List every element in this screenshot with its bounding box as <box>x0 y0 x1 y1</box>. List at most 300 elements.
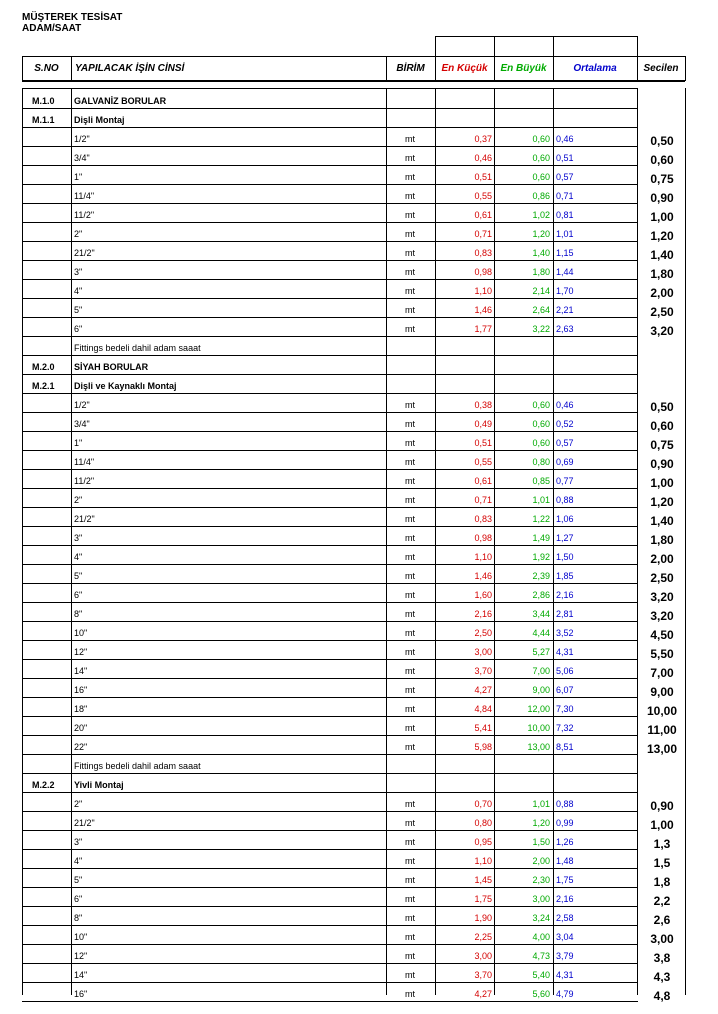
item-name: Dişli Montaj <box>74 115 125 125</box>
item-name: 4" <box>74 286 83 296</box>
min-value: 0,83 <box>474 248 492 258</box>
min-value: 0,80 <box>474 818 492 828</box>
selected-value: 1,00 <box>650 476 674 490</box>
table-row <box>22 678 638 698</box>
item-name: 16" <box>74 685 88 695</box>
min-value: 0,37 <box>474 134 492 144</box>
unit-cell: mt <box>405 913 415 923</box>
table-row <box>22 127 638 147</box>
unit-cell: mt <box>405 628 415 638</box>
selected-value: 3,8 <box>653 951 671 965</box>
max-value: 3,00 <box>532 894 550 904</box>
selected-value: 0,90 <box>650 191 674 205</box>
max-value: 0,85 <box>532 476 550 486</box>
table-row <box>22 944 638 964</box>
selected-value: 1,8 <box>653 875 671 889</box>
section-row <box>22 89 638 109</box>
selected-value: 4,8 <box>653 989 671 1003</box>
item-name: 3" <box>74 533 83 543</box>
table-row <box>22 393 638 413</box>
max-value: 5,40 <box>532 970 550 980</box>
max-value: 0,60 <box>532 153 550 163</box>
section-number: M.2.2 <box>32 780 55 790</box>
note-row <box>22 336 638 356</box>
avg-value: 0,71 <box>556 191 574 201</box>
item-name: 2" <box>74 229 83 239</box>
table-row <box>22 279 638 299</box>
avg-value: 4,31 <box>556 970 574 980</box>
min-value: 5,41 <box>474 723 492 733</box>
unit-cell: mt <box>405 856 415 866</box>
unit-cell: mt <box>405 609 415 619</box>
unit-cell: mt <box>405 647 415 657</box>
unit-cell: mt <box>405 666 415 676</box>
min-value: 0,51 <box>474 172 492 182</box>
col-header-name: YAPILACAK İŞİN CİNSİ <box>75 63 185 74</box>
max-value: 2,86 <box>532 590 550 600</box>
avg-value: 1,01 <box>556 229 574 239</box>
item-name: 21/2" <box>74 248 95 258</box>
selected-value: 3,00 <box>650 932 674 946</box>
max-value: 1,01 <box>532 799 550 809</box>
max-value: 1,20 <box>532 229 550 239</box>
min-value: 0,98 <box>474 533 492 543</box>
selected-value: 13,00 <box>646 742 678 756</box>
selected-value: 1,3 <box>653 837 671 851</box>
section-row <box>22 374 638 394</box>
avg-value: 1,50 <box>556 552 574 562</box>
max-value: 0,80 <box>532 457 550 467</box>
item-name: 3/4" <box>74 153 90 163</box>
min-value: 3,70 <box>474 666 492 676</box>
unit-cell: mt <box>405 191 415 201</box>
unit-cell: mt <box>405 742 415 752</box>
max-value: 0,60 <box>532 419 550 429</box>
table-row <box>22 583 638 603</box>
header-divider <box>71 56 72 81</box>
table-row <box>22 450 638 470</box>
selected-value: 9,00 <box>650 685 674 699</box>
table-row <box>22 963 638 983</box>
table-row <box>22 469 638 489</box>
min-value: 5,98 <box>474 742 492 752</box>
avg-value: 0,81 <box>556 210 574 220</box>
col-header-min: En Küçük <box>441 63 488 74</box>
max-value: 2,64 <box>532 305 550 315</box>
min-value: 0,71 <box>474 495 492 505</box>
document-subtitle: ADAM/SAAT <box>22 23 82 34</box>
item-name: 10" <box>74 628 88 638</box>
item-name: 1/2" <box>74 134 90 144</box>
unit-cell: mt <box>405 799 415 809</box>
min-value: 1,75 <box>474 894 492 904</box>
min-value: 1,10 <box>474 856 492 866</box>
col-header-unit: BİRİM <box>396 63 425 74</box>
avg-value: 1,15 <box>556 248 574 258</box>
avg-value: 3,52 <box>556 628 574 638</box>
max-value: 4,00 <box>532 932 550 942</box>
col-header-max: En Büyük <box>500 63 547 74</box>
unit-cell: mt <box>405 818 415 828</box>
header-top-line <box>435 36 637 37</box>
unit-cell: mt <box>405 476 415 486</box>
selected-value: 1,5 <box>653 856 671 870</box>
unit-cell: mt <box>405 267 415 277</box>
avg-value: 0,69 <box>556 457 574 467</box>
max-value: 1,20 <box>532 818 550 828</box>
selected-value: 3,20 <box>650 609 674 623</box>
section-row <box>22 773 638 793</box>
section-row <box>22 355 638 375</box>
min-value: 0,61 <box>474 476 492 486</box>
selected-value: 2,50 <box>650 305 674 319</box>
selected-value: 1,80 <box>650 533 674 547</box>
unit-cell: mt <box>405 970 415 980</box>
item-name: 12" <box>74 647 88 657</box>
unit-cell: mt <box>405 894 415 904</box>
max-value: 13,00 <box>527 742 550 752</box>
min-value: 0,98 <box>474 267 492 277</box>
table-row <box>22 184 638 204</box>
selected-value: 2,50 <box>650 571 674 585</box>
unit-cell: mt <box>405 210 415 220</box>
max-value: 1,02 <box>532 210 550 220</box>
item-name: Dişli ve Kaynaklı Montaj <box>74 381 177 391</box>
unit-cell: mt <box>405 400 415 410</box>
table-row <box>22 811 638 831</box>
avg-value: 0,57 <box>556 438 574 448</box>
item-name: 2" <box>74 495 83 505</box>
min-value: 3,00 <box>474 647 492 657</box>
avg-value: 2,16 <box>556 894 574 904</box>
selected-value: 0,75 <box>650 172 674 186</box>
table-row <box>22 241 638 261</box>
table-row <box>22 222 638 242</box>
selected-value: 5,50 <box>650 647 674 661</box>
max-value: 4,73 <box>532 951 550 961</box>
avg-value: 0,88 <box>556 799 574 809</box>
item-name: 3/4" <box>74 419 90 429</box>
min-value: 4,27 <box>474 989 492 999</box>
min-value: 0,83 <box>474 514 492 524</box>
table-row <box>22 906 638 926</box>
table-row <box>22 659 638 679</box>
max-value: 1,49 <box>532 533 550 543</box>
selected-value: 10,00 <box>646 704 678 718</box>
selected-value: 1,40 <box>650 514 674 528</box>
avg-value: 1,06 <box>556 514 574 524</box>
max-value: 2,30 <box>532 875 550 885</box>
selected-value: 4,3 <box>653 970 671 984</box>
unit-cell: mt <box>405 305 415 315</box>
selected-value: 2,2 <box>653 894 671 908</box>
selected-value: 2,00 <box>650 286 674 300</box>
table-row <box>22 887 638 907</box>
selected-value: 0,60 <box>650 153 674 167</box>
min-value: 0,46 <box>474 153 492 163</box>
unit-cell: mt <box>405 229 415 239</box>
item-name: 4" <box>74 552 83 562</box>
selected-value: 1,40 <box>650 248 674 262</box>
unit-cell: mt <box>405 514 415 524</box>
item-name: 11/2" <box>74 476 95 486</box>
unit-cell: mt <box>405 533 415 543</box>
item-name: 11/2" <box>74 210 95 220</box>
max-value: 1,40 <box>532 248 550 258</box>
unit-cell: mt <box>405 685 415 695</box>
selected-value: 0,75 <box>650 438 674 452</box>
avg-value: 3,79 <box>556 951 574 961</box>
max-value: 1,80 <box>532 267 550 277</box>
table-row <box>22 868 638 888</box>
avg-value: 2,63 <box>556 324 574 334</box>
avg-value: 7,32 <box>556 723 574 733</box>
table-row <box>22 507 638 527</box>
unit-cell: mt <box>405 324 415 334</box>
item-name: 11/4" <box>74 457 95 467</box>
item-name: 1/2" <box>74 400 90 410</box>
min-value: 1,60 <box>474 590 492 600</box>
header-line <box>22 56 685 57</box>
table-row <box>22 925 638 945</box>
header-divider <box>685 56 686 81</box>
avg-value: 1,75 <box>556 875 574 885</box>
avg-value: 4,79 <box>556 989 574 999</box>
table-row <box>22 526 638 546</box>
item-name: 16" <box>74 989 88 999</box>
selected-value: 0,90 <box>650 457 674 471</box>
avg-value: 2,58 <box>556 913 574 923</box>
item-name: Fittings bedeli dahil adam saaat <box>74 343 201 353</box>
unit-cell: mt <box>405 153 415 163</box>
unit-cell: mt <box>405 837 415 847</box>
item-name: 4" <box>74 856 83 866</box>
table-row <box>22 716 638 736</box>
selected-value: 1,80 <box>650 267 674 281</box>
selected-value: 4,50 <box>650 628 674 642</box>
max-value: 1,50 <box>532 837 550 847</box>
avg-value: 0,46 <box>556 400 574 410</box>
avg-value: 1,85 <box>556 571 574 581</box>
col-header-selected: Secilen <box>643 63 679 74</box>
table-row <box>22 564 638 584</box>
table-row <box>22 735 638 755</box>
col-header-sno: S.NO <box>34 63 59 74</box>
selected-value: 1,20 <box>650 229 674 243</box>
avg-value: 1,26 <box>556 837 574 847</box>
selected-value: 3,20 <box>650 324 674 338</box>
avg-value: 0,99 <box>556 818 574 828</box>
unit-cell: mt <box>405 590 415 600</box>
selected-value: 2,00 <box>650 552 674 566</box>
avg-value: 3,04 <box>556 932 574 942</box>
max-value: 9,00 <box>532 685 550 695</box>
avg-value: 0,46 <box>556 134 574 144</box>
table-row <box>22 165 638 185</box>
max-value: 3,22 <box>532 324 550 334</box>
table-row <box>22 488 638 508</box>
table-row <box>22 697 638 717</box>
header-bottom-line <box>22 80 685 82</box>
selected-value: 0,50 <box>650 134 674 148</box>
avg-value: 4,31 <box>556 647 574 657</box>
avg-value: 7,30 <box>556 704 574 714</box>
max-value: 4,44 <box>532 628 550 638</box>
item-name: 14" <box>74 970 88 980</box>
min-value: 1,77 <box>474 324 492 334</box>
min-value: 0,51 <box>474 438 492 448</box>
table-row <box>22 203 638 223</box>
max-value: 3,24 <box>532 913 550 923</box>
unit-cell: mt <box>405 286 415 296</box>
item-name: 5" <box>74 305 83 315</box>
section-number: M.2.0 <box>32 362 55 372</box>
unit-cell: mt <box>405 552 415 562</box>
min-value: 4,84 <box>474 704 492 714</box>
min-value: 2,25 <box>474 932 492 942</box>
item-name: 5" <box>74 875 83 885</box>
selected-value: 1,20 <box>650 495 674 509</box>
unit-cell: mt <box>405 172 415 182</box>
table-row <box>22 146 638 166</box>
table-row <box>22 317 638 337</box>
table-row <box>22 602 638 622</box>
min-value: 1,10 <box>474 552 492 562</box>
avg-value: 0,77 <box>556 476 574 486</box>
min-value: 3,00 <box>474 951 492 961</box>
item-name: Yivli Montaj <box>74 780 124 790</box>
min-value: 2,16 <box>474 609 492 619</box>
avg-value: 2,16 <box>556 590 574 600</box>
document-title: MÜŞTEREK TESİSAT <box>22 12 123 23</box>
table-row <box>22 621 638 641</box>
avg-value: 0,57 <box>556 172 574 182</box>
min-value: 0,55 <box>474 457 492 467</box>
min-value: 1,10 <box>474 286 492 296</box>
avg-value: 2,21 <box>556 305 574 315</box>
selected-value: 2,6 <box>653 913 671 927</box>
item-name: 8" <box>74 913 83 923</box>
item-name: 21/2" <box>74 818 95 828</box>
max-value: 0,86 <box>532 191 550 201</box>
max-value: 1,22 <box>532 514 550 524</box>
item-name: 20" <box>74 723 88 733</box>
item-name: SİYAH BORULAR <box>74 362 149 372</box>
max-value: 2,00 <box>532 856 550 866</box>
min-value: 4,27 <box>474 685 492 695</box>
unit-cell: mt <box>405 495 415 505</box>
section-number: M.1.0 <box>32 96 55 106</box>
selected-value: 1,00 <box>650 210 674 224</box>
max-value: 0,60 <box>532 438 550 448</box>
avg-value: 1,48 <box>556 856 574 866</box>
section-row <box>22 108 638 128</box>
table-row <box>22 982 638 1002</box>
unit-cell: mt <box>405 571 415 581</box>
max-value: 7,00 <box>532 666 550 676</box>
avg-value: 8,51 <box>556 742 574 752</box>
min-value: 1,45 <box>474 875 492 885</box>
item-name: 6" <box>74 324 83 334</box>
avg-value: 1,70 <box>556 286 574 296</box>
table-row <box>22 849 638 869</box>
unit-cell: mt <box>405 723 415 733</box>
item-name: 5" <box>74 571 83 581</box>
max-value: 3,44 <box>532 609 550 619</box>
note-row <box>22 754 638 774</box>
item-name: 18" <box>74 704 88 714</box>
max-value: 5,60 <box>532 989 550 999</box>
selected-value: 7,00 <box>650 666 674 680</box>
selected-value: 0,50 <box>650 400 674 414</box>
unit-cell: mt <box>405 875 415 885</box>
min-value: 0,95 <box>474 837 492 847</box>
min-value: 0,71 <box>474 229 492 239</box>
avg-value: 0,88 <box>556 495 574 505</box>
max-value: 2,39 <box>532 571 550 581</box>
unit-cell: mt <box>405 951 415 961</box>
item-name: 6" <box>74 590 83 600</box>
selected-value: 0,60 <box>650 419 674 433</box>
section-number: M.1.1 <box>32 115 55 125</box>
unit-cell: mt <box>405 438 415 448</box>
min-value: 1,46 <box>474 571 492 581</box>
col-header-avg: Ortalama <box>573 63 617 74</box>
table-row <box>22 792 638 812</box>
min-value: 1,46 <box>474 305 492 315</box>
min-value: 0,38 <box>474 400 492 410</box>
item-name: GALVANİZ BORULAR <box>74 96 167 106</box>
max-value: 2,14 <box>532 286 550 296</box>
avg-value: 6,07 <box>556 685 574 695</box>
item-name: 6" <box>74 894 83 904</box>
unit-cell: mt <box>405 248 415 258</box>
min-value: 0,61 <box>474 210 492 220</box>
table-row <box>22 298 638 318</box>
item-name: 3" <box>74 837 83 847</box>
avg-value: 0,52 <box>556 419 574 429</box>
selected-value: 1,00 <box>650 818 674 832</box>
table-row <box>22 412 638 432</box>
avg-value: 0,51 <box>556 153 574 163</box>
avg-value: 1,44 <box>556 267 574 277</box>
table-row <box>22 640 638 660</box>
table-row <box>22 545 638 565</box>
table-row <box>22 260 638 280</box>
item-name: 22" <box>74 742 88 752</box>
max-value: 1,92 <box>532 552 550 562</box>
unit-cell: mt <box>405 134 415 144</box>
max-value: 0,60 <box>532 400 550 410</box>
section-number: M.2.1 <box>32 381 55 391</box>
max-value: 12,00 <box>527 704 550 714</box>
item-name: 2" <box>74 799 83 809</box>
unit-cell: mt <box>405 704 415 714</box>
item-name: 12" <box>74 951 88 961</box>
min-value: 1,90 <box>474 913 492 923</box>
selected-value: 11,00 <box>647 723 677 737</box>
avg-value: 2,81 <box>556 609 574 619</box>
item-name: 1" <box>74 438 83 448</box>
max-value: 0,60 <box>532 134 550 144</box>
item-name: 3" <box>74 267 83 277</box>
min-value: 0,70 <box>474 799 492 809</box>
table-row <box>22 431 638 451</box>
table-row <box>22 830 638 850</box>
min-value: 2,50 <box>474 628 492 638</box>
column-line <box>685 88 686 995</box>
item-name: 1" <box>74 172 83 182</box>
